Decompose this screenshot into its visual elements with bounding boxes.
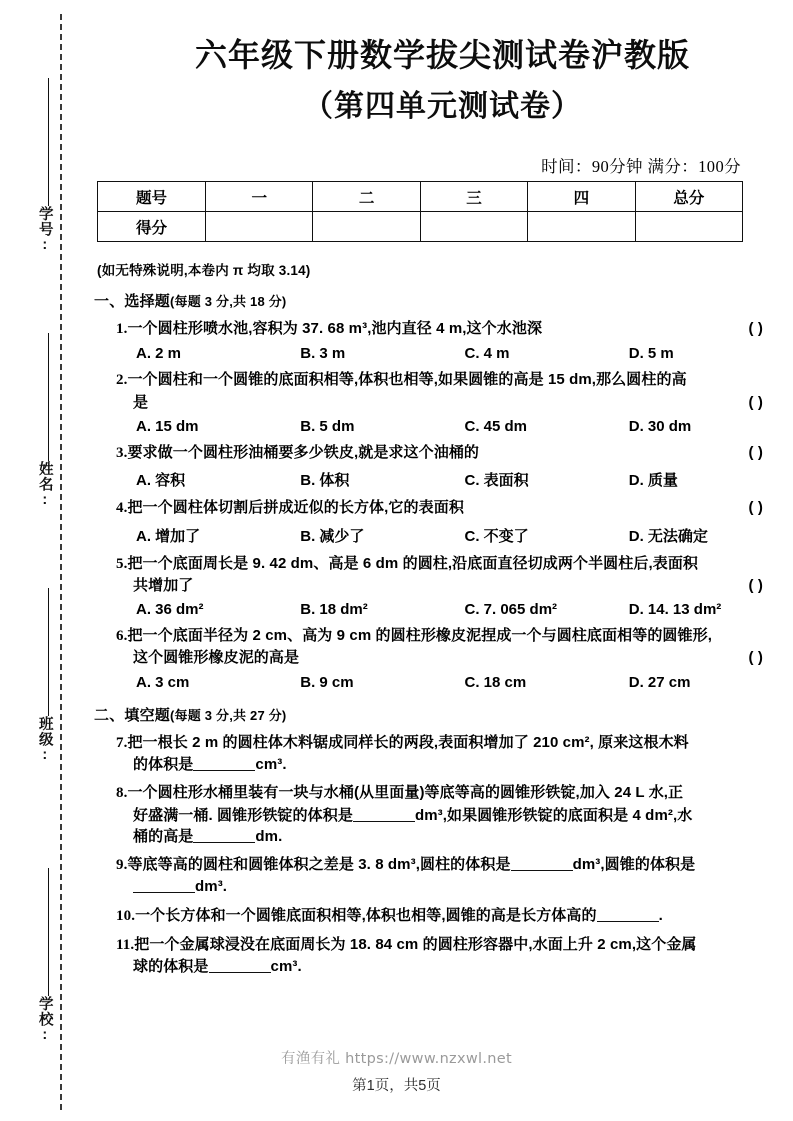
question-text	[116, 318, 793, 340]
question-body-text: 的体积是	[133, 756, 194, 773]
option-a[interactable]: A. 36 dm²	[136, 601, 204, 619]
question-number: 10.	[116, 907, 136, 924]
question-5-options	[136, 601, 793, 618]
question-number: 4.	[116, 500, 128, 517]
question-body: 要求做一个圆柱形油桶要多少铁皮,就是求这个油桶的	[127, 443, 480, 461]
section-heading-text: 二、填空题	[94, 706, 171, 724]
option-c[interactable]: C. 7. 065 dm²	[464, 601, 558, 619]
question-number: 6.	[116, 628, 128, 645]
seal-label-class: 班级:	[36, 716, 53, 764]
score-cell-1[interactable]	[206, 212, 313, 242]
answer-paren[interactable]: ( )	[748, 649, 763, 667]
question-text	[116, 497, 793, 519]
question-text	[116, 854, 793, 876]
question-9	[116, 854, 793, 898]
question-number: 5.	[116, 555, 128, 572]
question-body: 一个长方体和一个圆锥底面积相等,体积也相等,圆锥的高是长方体高的	[135, 906, 597, 924]
question-body-cont	[133, 956, 793, 977]
exam-meta: 时间：90分钟 满分：100分	[541, 157, 741, 177]
score-cell-4[interactable]	[528, 212, 635, 242]
question-body-text: 好盛满一桶. 圆锥形铁锭的体积是	[133, 806, 353, 824]
seal-label-school: 学校:	[36, 996, 53, 1044]
page-footer	[0, 1047, 793, 1095]
question-number: 11.	[116, 937, 135, 954]
answer-blank[interactable]	[133, 878, 195, 893]
option-a[interactable]: A. 3 cm	[136, 673, 190, 691]
question-body-cont	[133, 876, 793, 897]
blank-unit: cm³.	[255, 756, 287, 773]
page-title: 六年级下册数学拔尖测试卷沪教版	[194, 37, 690, 73]
question-body: 把一个圆柱体切割后拼成近似的长方体,它的表面积	[127, 499, 464, 517]
question-1	[116, 318, 793, 340]
answer-paren[interactable]: ( )	[748, 393, 763, 411]
exam-note: (如无特殊说明,本卷内 π 均取 3.14)	[97, 263, 311, 279]
blank-unit: dm.	[255, 827, 283, 845]
question-body: 一个圆柱和一个圆锥的底面积相等,体积也相等,如果圆锥的高是 15 dm,那么圆柱的高	[127, 371, 687, 389]
question-body: 把一个底面周长是 9. 42 dm、高是 6 dm 的圆柱,沿底面直径切成两个半圆柱后,表面积	[127, 554, 699, 572]
section-heading-text: 一、选择题	[94, 293, 171, 311]
page-number: 第1页，共5页	[352, 1078, 441, 1094]
seal-rule	[48, 78, 49, 206]
question-body-cont	[133, 826, 793, 847]
question-body: 把一个金属球浸没在底面周长为 18. 84 cm 的圆柱形容器中,水面上升 2 cm,这个金属	[134, 936, 697, 954]
score-table-row-label: 得分	[98, 212, 206, 242]
blank-unit: cm³.	[270, 958, 302, 976]
question-11	[116, 934, 793, 978]
section-heading-detail: (每题 3 分,共 18 分)	[170, 294, 287, 310]
answer-paren[interactable]: ( )	[748, 576, 763, 594]
option-d[interactable]: D. 14. 13 dm²	[628, 601, 722, 619]
question-text	[116, 442, 793, 464]
answer-blank[interactable]	[597, 907, 659, 922]
seal-field-school	[26, 868, 60, 1044]
option-d[interactable]: D. 27 cm	[628, 673, 691, 691]
answer-blank[interactable]	[193, 756, 255, 771]
score-table-col-total: 总分	[635, 182, 742, 212]
question-4	[116, 497, 793, 519]
question-5	[116, 553, 793, 597]
option-b[interactable]: B. 减少了	[300, 527, 365, 545]
question-body-text: 桶的高是	[133, 827, 194, 845]
option-a[interactable]: A. 容积	[136, 472, 186, 490]
option-d[interactable]: D. 无法确定	[628, 527, 708, 545]
question-6	[116, 625, 793, 669]
question-number: 7.	[116, 734, 128, 751]
seal-rule	[48, 868, 49, 996]
question-7	[116, 732, 793, 776]
answer-paren[interactable]: ( )	[748, 443, 763, 461]
question-number: 2.	[116, 372, 128, 389]
question-body-cont: 共增加了	[133, 576, 194, 594]
score-table	[97, 181, 743, 242]
question-number: 1.	[116, 321, 128, 338]
option-c[interactable]: C. 不变了	[464, 527, 529, 545]
table-row-scores	[98, 212, 743, 242]
score-table-col-4: 四	[528, 182, 635, 212]
seal-label-student-id: 学号:	[36, 206, 53, 254]
option-c[interactable]: C. 表面积	[464, 472, 529, 490]
answer-paren[interactable]: ( )	[748, 499, 763, 517]
question-3	[116, 442, 793, 464]
question-number: 9.	[116, 857, 128, 874]
seal-label-name: 姓名:	[36, 461, 53, 509]
section-heading-fill	[94, 704, 793, 725]
question-body-cont: 是	[133, 393, 149, 411]
option-c[interactable]: C. 45 dm	[464, 417, 528, 435]
option-b[interactable]: B. 18 dm²	[300, 601, 368, 619]
option-c[interactable]: C. 18 cm	[464, 673, 527, 691]
question-text	[116, 934, 793, 956]
score-table-col-1: 一	[206, 182, 313, 212]
option-d[interactable]: D. 5 m	[628, 345, 674, 363]
section-heading-choice	[94, 290, 793, 311]
question-3-options	[136, 469, 793, 490]
score-table-col-2: 二	[313, 182, 420, 212]
option-d[interactable]: D. 30 dm	[628, 417, 692, 435]
question-4-options	[136, 525, 793, 546]
option-b[interactable]: B. 3 m	[300, 345, 346, 363]
question-body-cont: 这个圆锥形橡皮泥的高是	[133, 649, 300, 667]
seal-field-name	[26, 333, 60, 509]
exam-sheet	[92, 0, 793, 1121]
seal-rule	[48, 333, 49, 461]
seal-field-student-id	[26, 78, 60, 254]
answer-blank[interactable]	[353, 807, 415, 822]
question-8	[116, 782, 793, 847]
blank-unit: .	[658, 906, 663, 924]
question-text	[116, 732, 793, 754]
seal-field-class	[26, 588, 60, 764]
question-text	[116, 369, 793, 391]
question-body-cont	[133, 805, 793, 826]
option-d[interactable]: D. 质量	[628, 472, 678, 490]
question-body: 一个圆柱形喷水池,容积为 37. 68 m³,池内直径 4 m,这个水池深	[127, 320, 543, 338]
answer-blank[interactable]	[511, 856, 573, 871]
question-2-options	[136, 418, 793, 435]
binding-margin	[0, 0, 92, 1121]
option-a[interactable]: A. 15 dm	[136, 417, 199, 435]
blank-unit: dm³,如果圆锥形铁锭的底面积是 4 dm²,水	[414, 806, 693, 824]
score-cell-3[interactable]	[420, 212, 527, 242]
question-body: 等底等高的圆柱和圆锥体积之差是 3. 8 dm³,圆柱的体积是	[127, 856, 511, 874]
answer-paren[interactable]: ( )	[748, 320, 763, 338]
question-number: 3.	[116, 444, 128, 461]
fold-dashed-line	[60, 14, 62, 1110]
question-10	[116, 905, 793, 927]
option-b[interactable]: B. 9 cm	[300, 673, 354, 691]
answer-blank[interactable]	[193, 828, 255, 843]
question-1-options	[136, 345, 793, 362]
option-a[interactable]: A. 2 m	[136, 345, 182, 363]
seal-rule	[48, 588, 49, 716]
question-text	[116, 553, 793, 575]
table-row-header	[98, 182, 743, 212]
option-b[interactable]: B. 体积	[300, 472, 350, 490]
question-body: 一个圆柱形水桶里装有一块与水桶(从里面量)等底等高的圆锥形铁锭,加入 24 L 水,正	[127, 784, 684, 802]
question-2	[116, 369, 793, 413]
option-b[interactable]: B. 5 dm	[300, 417, 355, 435]
blank-unit: dm³.	[195, 878, 228, 896]
seal-label-stack	[26, 78, 60, 1058]
answer-blank[interactable]	[209, 958, 271, 973]
option-c[interactable]: C. 4 m	[464, 345, 510, 363]
question-number: 8.	[116, 785, 128, 802]
question-body-cont	[133, 754, 793, 775]
section-heading-detail: (每题 3 分,共 27 分)	[170, 707, 287, 723]
question-text	[116, 905, 793, 927]
score-cell-total[interactable]	[635, 212, 742, 242]
question-body: 把一根长 2 m 的圆柱体木料锯成同样长的两段,表面积增加了 210 cm², 原来这根木料	[127, 733, 689, 751]
question-6-options	[136, 674, 793, 691]
question-text	[116, 782, 793, 804]
score-table-col-3: 三	[420, 182, 527, 212]
question-text	[116, 625, 793, 647]
question-body: 把一个底面半径为 2 cm、高为 9 cm 的圆柱形橡皮泥捏成一个与圆柱底面相等的圆锥形,	[127, 627, 713, 645]
blank-unit: dm³,圆锥的体积是	[572, 856, 696, 874]
watermark-text: 有渔有礼 https://www.nzxwl.net	[281, 1051, 512, 1067]
score-table-row-label: 题号	[98, 182, 206, 212]
option-a[interactable]: A. 增加了	[136, 527, 201, 545]
question-body-text: 球的体积是	[133, 958, 209, 976]
page-subtitle: （第四单元测试卷）	[303, 90, 582, 124]
score-cell-2[interactable]	[313, 212, 420, 242]
